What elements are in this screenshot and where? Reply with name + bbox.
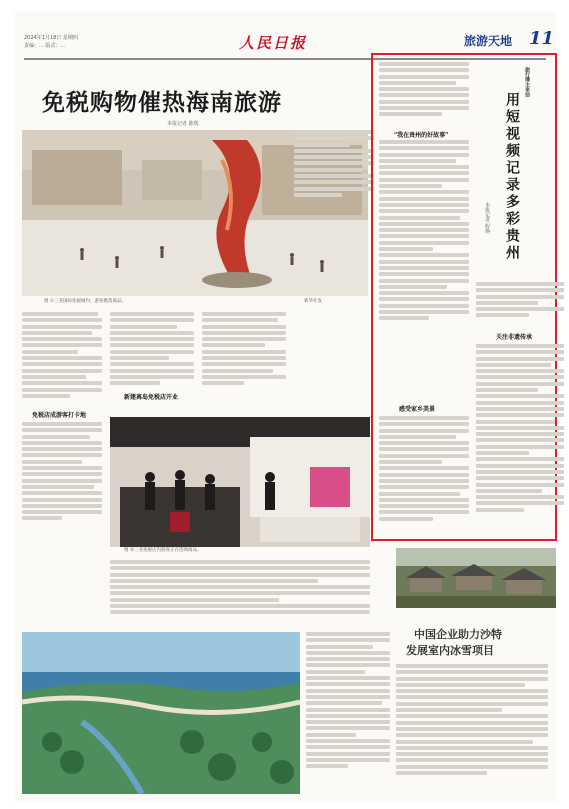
sidebar-intro-text [379, 62, 469, 132]
issue-date: 2024年1月18日 星期四 [24, 35, 78, 41]
main-byline: 本报记者 陈隽 [167, 121, 199, 127]
sidebar-subhead-3: 感受家乡美景 [399, 406, 436, 413]
coastline-photo [22, 632, 300, 794]
main-headline: 免税购物催热海南旅游 [42, 89, 282, 116]
sidebar-col1b [379, 416, 469, 546]
main-article-lower [110, 560, 370, 630]
main-article-col1b [22, 422, 102, 560]
subhead-3: 新建离岛免税店开业 [124, 394, 179, 401]
main-article-col4 [294, 130, 374, 410]
newspaper-page [14, 12, 556, 802]
village-photo [396, 548, 556, 608]
lower-mid-col [306, 632, 390, 792]
sidebar-series-label: 旅行博主来信 [524, 67, 530, 97]
photo1-caption: 图 ①三亚国际免税城内，游客挑选商品。 [44, 299, 126, 304]
photo1-credit: 新华社发 [304, 299, 322, 304]
sidebar-title: 用短视频记录多彩贵州 [504, 92, 520, 262]
section-name: 旅游天地 [464, 34, 513, 48]
main-article-col3 [202, 312, 286, 410]
newspaper-logo: 人民日报 [239, 34, 308, 52]
sidebar-subhead-1: "我在贵州的好故事" [394, 132, 449, 139]
sidebar-col2 [476, 282, 564, 332]
photo2-caption: 图 ②三亚免税店内游客正在选购商品。 [124, 548, 202, 553]
page-number: 11 [529, 28, 555, 49]
sidebar-byline: 本报记者 程焕 [484, 202, 490, 234]
saudi-ice-headline-2: 发展室内冰雪项目 [406, 644, 494, 657]
saudi-ice-headline-1: 中国企业助力沙特 [414, 628, 502, 641]
sidebar-col2b [476, 344, 564, 544]
store-counter-photo [110, 417, 370, 547]
sidebar-col1 [379, 140, 469, 355]
editor-line: 责编：... 版式：... [24, 43, 66, 49]
sidebar-subhead-2: 关注非遗传承 [496, 334, 533, 341]
date-line [24, 34, 174, 50]
saudi-ice-text [396, 664, 548, 794]
subhead-1: 免税店成游客打卡地 [32, 412, 87, 419]
